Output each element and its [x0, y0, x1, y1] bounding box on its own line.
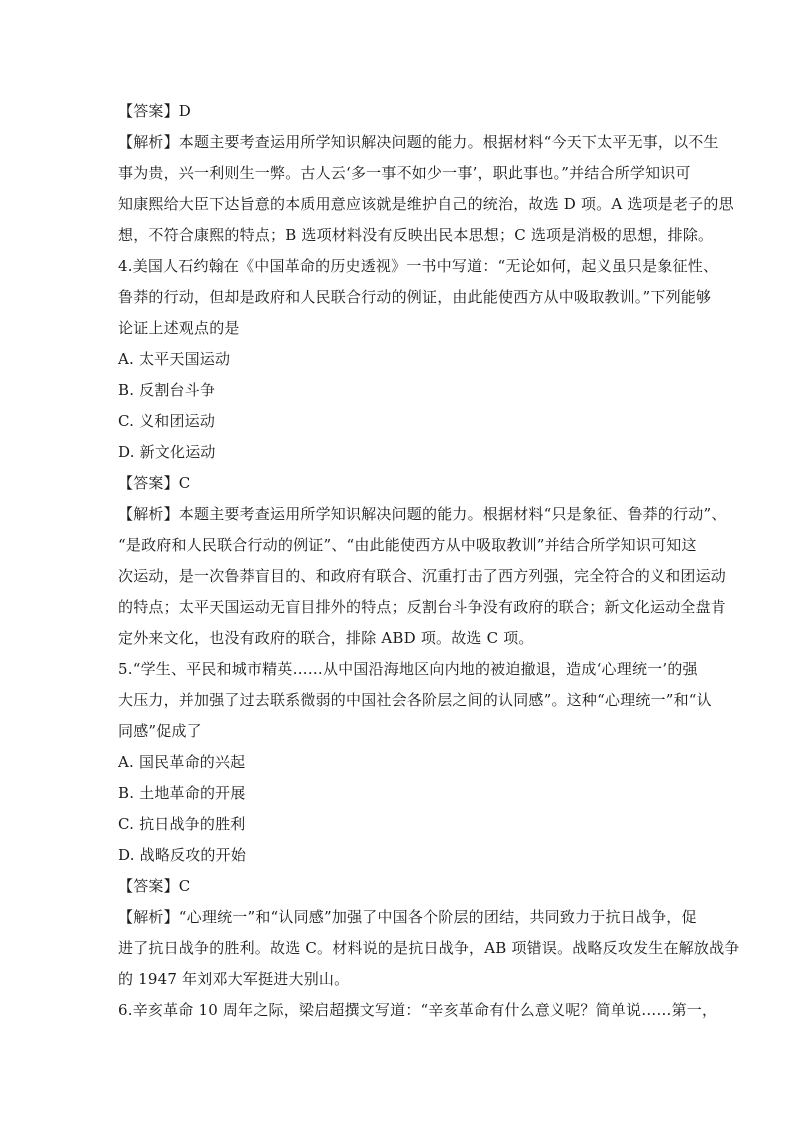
q4-stem-line: 鲁莽的行动，但却是政府和人民联合行动的例证，由此能使西方从中吸取教训。”下列能够: [118, 288, 712, 306]
q5-option-b: B. 土地革命的开展: [118, 784, 246, 802]
q4-analysis-line: 次运动，是一次鲁莽盲目的、和政府有联合、沉重打击了西方列强，完全符合的义和团运动: [118, 567, 727, 585]
q4-analysis-line: “是政府和人民联合行动的例证”、“由此能使西方从中吸取教训”并结合所学知识可知这: [118, 536, 697, 554]
q4-option-b: B. 反割台斗争: [118, 381, 216, 399]
document-page: [118, 96, 740, 1026]
q4-analysis-line: 定外来文化，也没有政府的联合，排除 ABD 项。故选 C 项。: [118, 629, 534, 647]
q4-analysis-line: 【解析】本题主要考查运用所学知识解决问题的能力。根据材料“只是象征、鲁莽的行动”、: [118, 505, 727, 523]
q3-analysis-line: 想，不符合康熙的特点；B 选项材料没有反映出民本思想；C 选项是消极的思想，排除。: [118, 226, 714, 244]
q4-option-a: A. 太平天国运动: [118, 350, 231, 368]
q6-stem-line: 6.辛亥革命 10 周年之际，梁启超撰文写道：“辛亥革命有什么意义呢？简单说……第一，: [118, 1001, 718, 1019]
q4-stem-line: 论证上述观点的是: [118, 319, 240, 337]
q5-stem-line: 大压力，并加强了过去联系微弱的中国社会各阶层之间的认同感”。这种“心理统一”和“认: [118, 691, 712, 709]
q5-answer: 【答案】C: [118, 877, 191, 895]
q3-analysis-line: 知康熙给大臣下达旨意的本质用意应该就是维护自己的统治，故选 D 项。A 选项是老子的思: [118, 195, 734, 213]
q4-stem-line: 4.美国人石约翰在《中国革命的历史透视》一书中写道：“无论如何，起义虽只是象征性、: [118, 257, 719, 275]
q5-analysis-line: 的 1947 年刘邓大军挺进大别山。: [118, 970, 350, 988]
q5-option-c: C. 抗日战争的胜利: [118, 815, 246, 833]
q3-analysis-line: 【解析】本题主要考查运用所学知识解决问题的能力。根据材料“今天下太平无事，以不生: [118, 133, 719, 151]
q5-stem-line: 同感”促成了: [118, 722, 202, 740]
q5-stem-line: 5.“学生、平民和城市精英……从中国沿海地区向内地的被迫撤退，造成‘心理统一’的强: [118, 660, 698, 678]
q4-answer: 【答案】C: [118, 474, 191, 492]
q3-answer: 【答案】D: [118, 102, 192, 120]
q5-option-a: A. 国民革命的兴起: [118, 753, 246, 771]
q5-analysis-line: 【解析】“心理统一”和“认同感”加强了中国各个阶层的团结，共同致力于抗日战争，促: [118, 908, 697, 926]
q4-option-c: C. 义和团运动: [118, 412, 216, 430]
q5-option-d: D. 战略反攻的开始: [118, 846, 247, 864]
q3-analysis-line: 事为贵，兴一利则生一弊。古人云‘多一事不如少一事’，职此事也。”并结合所学知识可: [118, 164, 691, 182]
q5-analysis-line: 进了抗日战争的胜利。故选 C。材料说的是抗日战争，AB 项错误。战略反攻发生在解放战争: [118, 939, 740, 957]
q4-analysis-line: 的特点；太平天国运动无盲目排外的特点；反割台斗争没有政府的联合；新文化运动全盘肯: [118, 598, 727, 616]
q4-option-d: D. 新文化运动: [118, 443, 216, 461]
